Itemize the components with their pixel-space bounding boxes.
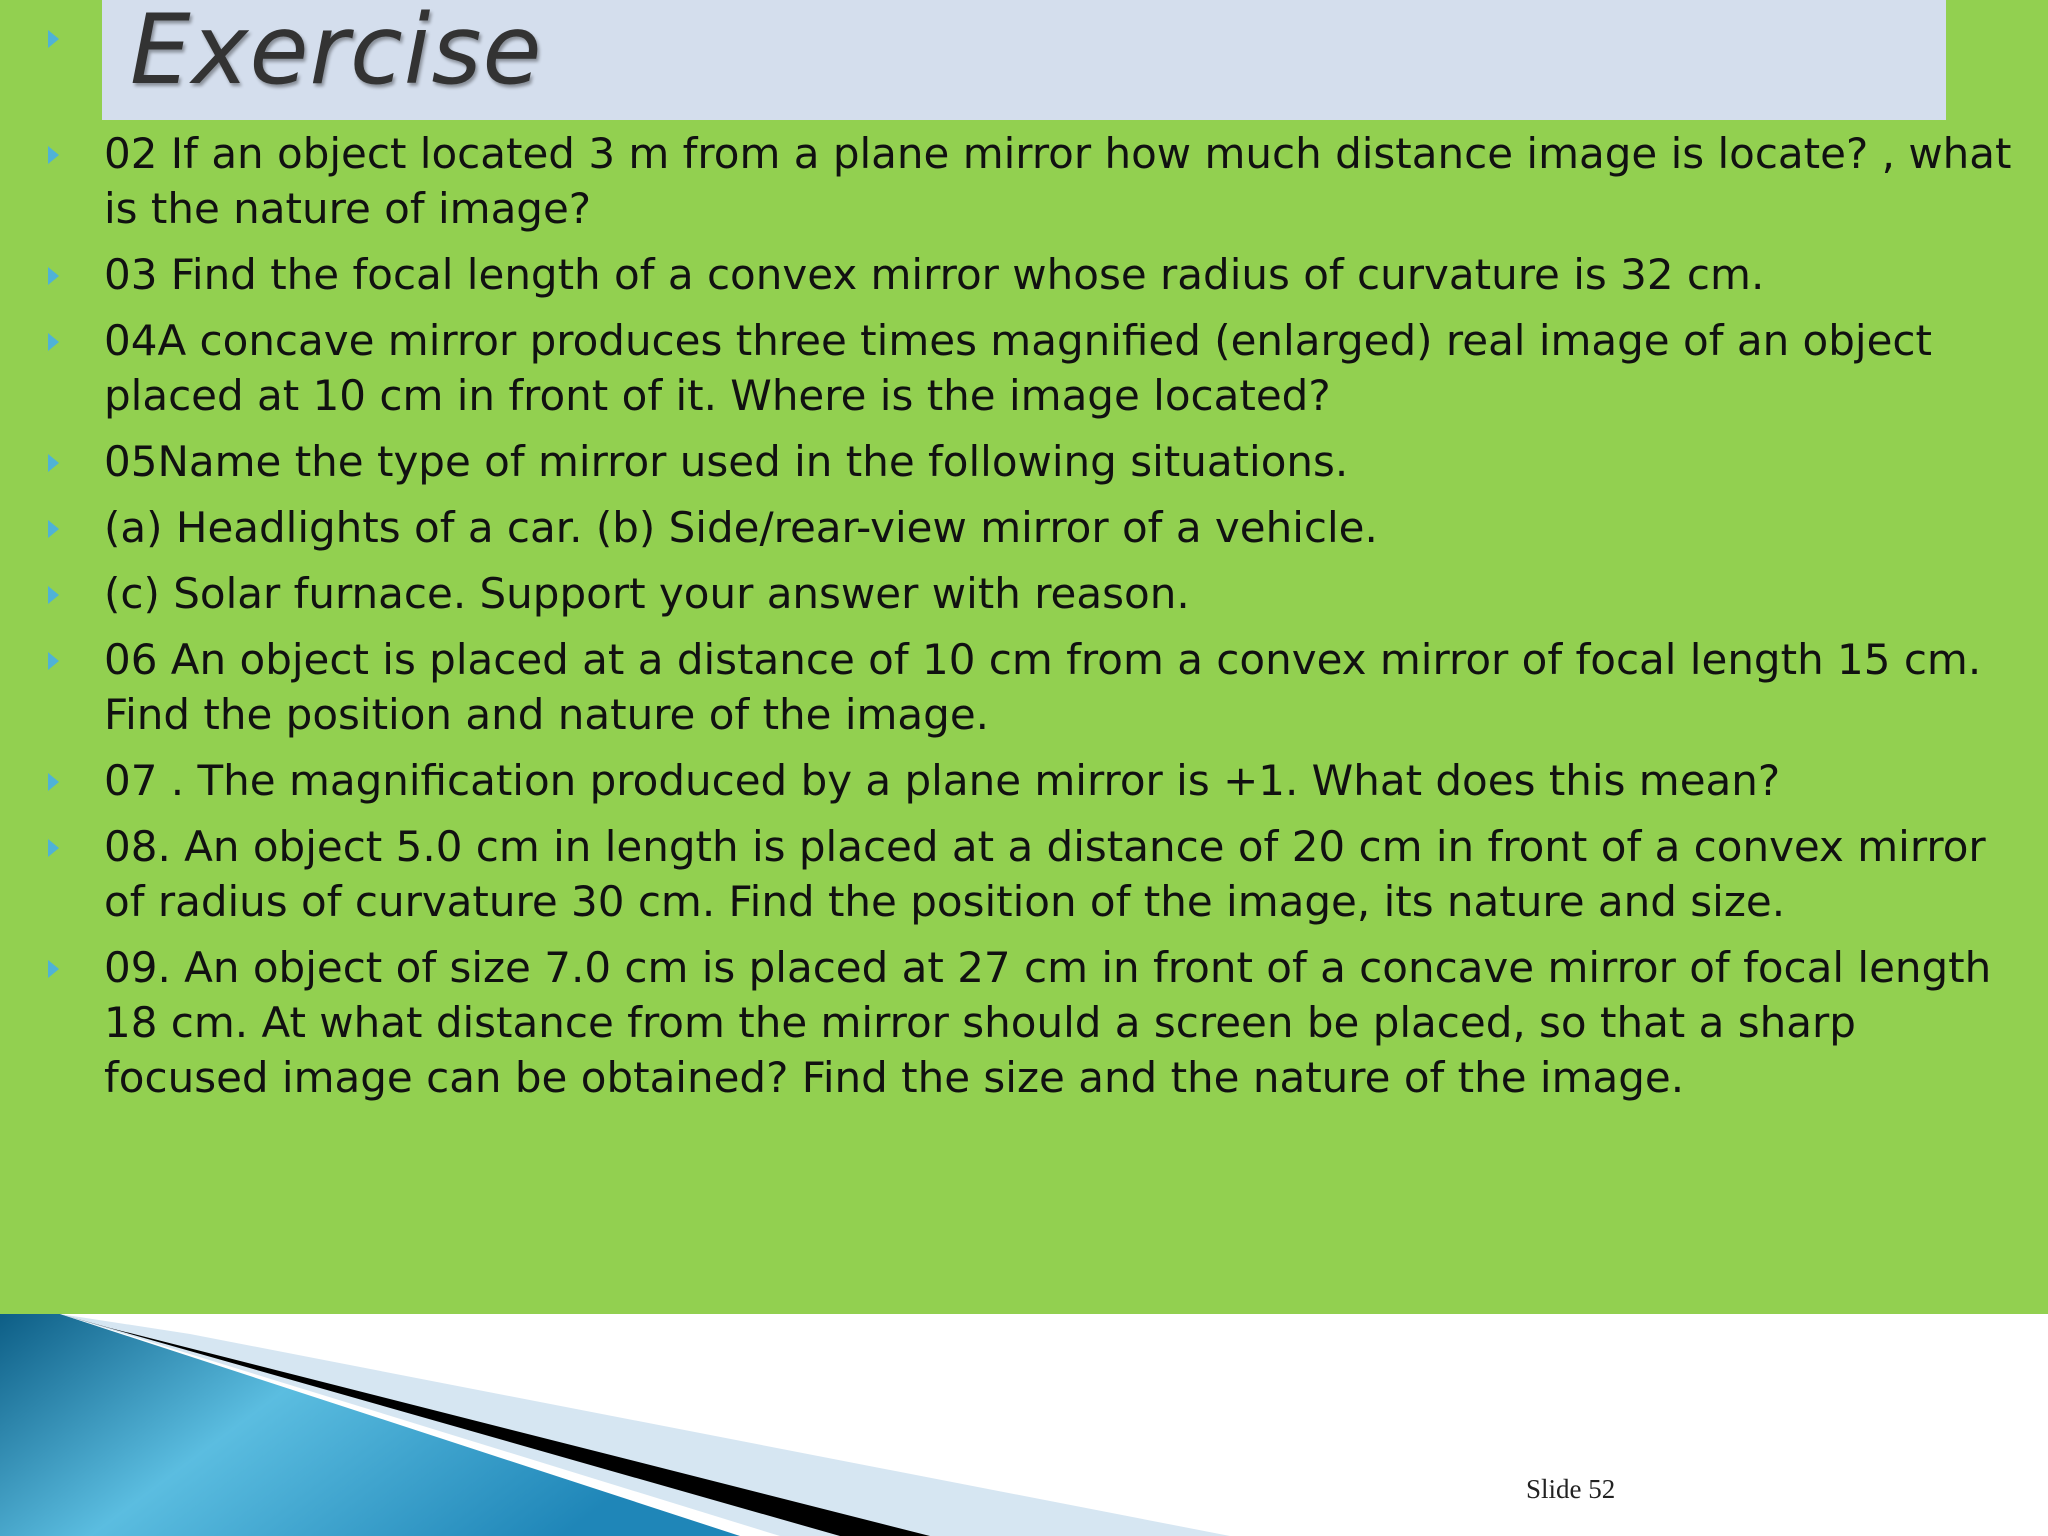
- bullet-arrow-icon: [48, 960, 59, 978]
- title-bar: [102, 0, 1946, 120]
- list-item: [0, 632, 2048, 742]
- bullet-arrow-icon: [48, 586, 59, 604]
- slide-title: Exercise: [130, 0, 543, 106]
- bullet-arrow-icon: [48, 454, 59, 472]
- bullet-arrow-icon: [48, 267, 59, 285]
- bullet-arrow-icon: [48, 773, 59, 791]
- list-item: [0, 753, 2048, 808]
- list-item: [0, 434, 2048, 489]
- list-item: [0, 940, 2048, 1105]
- list-item: [0, 126, 2048, 236]
- list-item: [0, 819, 2048, 929]
- list-item-text: 06 An object is placed at a distance of 10 cm from a convex mirror of focal length 15 cm. Find the position and nature of the image.: [104, 635, 1982, 739]
- list-item: [0, 313, 2048, 423]
- bullet-arrow-icon: [48, 520, 59, 538]
- list-item-text: 05Name the type of mirror used in the following situations.: [104, 437, 1349, 486]
- list-item-text: (c) Solar furnace. Support your answer with reason.: [104, 569, 1190, 618]
- list-item-text: 07 . The magnification produced by a plane mirror is +1. What does this mean?: [104, 756, 1781, 805]
- footer-swoosh-decoration: [0, 1314, 2048, 1536]
- list-item: [0, 247, 2048, 302]
- list-item: [0, 500, 2048, 555]
- slide-number: Slide 52: [1526, 1474, 1616, 1504]
- list-item-text: 09. An object of size 7.0 cm is placed at 27 cm in front of a concave mirror of focal length 18 cm. At what distance from the mirror should a screen be placed, so that a sharp focused image can be obtained? Find the size and the nature of the image.: [104, 943, 1992, 1102]
- list-item-text: 03 Find the focal length of a convex mirror whose radius of curvature is 32 cm.: [104, 250, 1765, 299]
- bullet-arrow-icon: [48, 146, 59, 164]
- bullet-arrow-icon: [48, 652, 59, 670]
- bullet-arrow-icon: [48, 30, 59, 48]
- list-item-text: 08. An object 5.0 cm in length is placed at a distance of 20 cm in front of a convex mirror of radius of curvature 30 cm. Find the position of the image, its nature and size.: [104, 822, 1986, 926]
- list-item-text: (a) Headlights of a car. (b) Side/rear-view mirror of a vehicle.: [104, 503, 1378, 552]
- bullet-arrow-icon: [48, 839, 59, 857]
- list-item-text: 02 If an object located 3 m from a plane mirror how much distance image is locate? , what is the nature of image?: [104, 129, 2012, 233]
- exercise-list: [0, 126, 2048, 1116]
- list-item: [0, 566, 2048, 621]
- list-item-text: 04A concave mirror produces three times magnified (enlarged) real image of an object placed at 10 cm in front of it. Where is the image located?: [104, 316, 1932, 420]
- bullet-arrow-icon: [48, 333, 59, 351]
